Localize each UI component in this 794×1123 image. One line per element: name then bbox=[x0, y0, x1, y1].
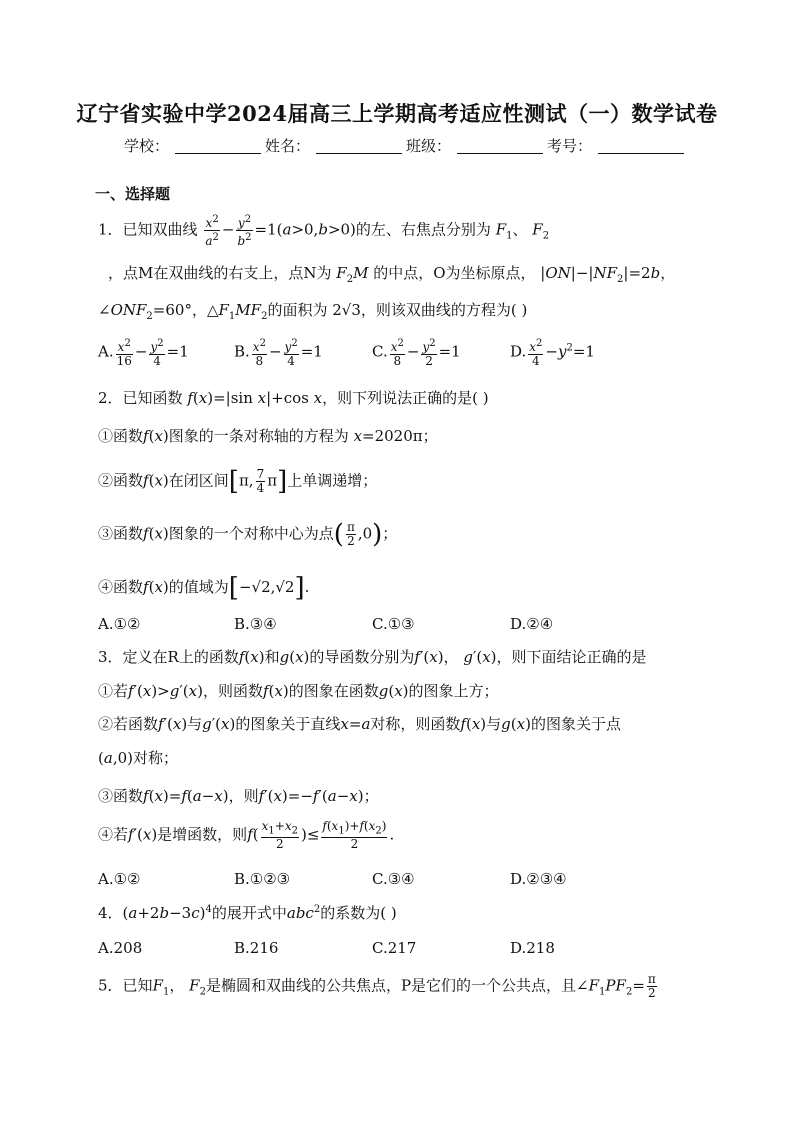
question-3-options bbox=[98, 870, 698, 890]
class-label: 班级： bbox=[406, 137, 452, 155]
option-c[interactable]: C.217 bbox=[372, 939, 417, 957]
option-d[interactable]: D.②③④ bbox=[510, 870, 567, 888]
question-1-line-3: $\angle ONF_2=60^\circ$，$\triangle F_1MF_2$的面积为 2√3，则该双曲线的方程为( ) bbox=[98, 301, 528, 322]
question-2-stem: 2．已知函数 f(x)=|sin x|+cos x，则下列说法正确的是( ) bbox=[98, 389, 489, 407]
question-1-line-1: 1．已知双曲线 $\frac{x^2}{a^2}$ − $\frac{y^2}{b^2}$ =1(a>0,b>0)的左、右焦点分别为 $F_1$、 $F_2$ bbox=[98, 214, 550, 248]
question-3-statement-3: ③函数f(x)=f(a−x)，则f′(x)=−f′(a−x)； bbox=[98, 787, 379, 805]
school-label: 学校： bbox=[124, 137, 170, 155]
option-c[interactable]: C. $\frac{x^2}{8}$ − $\frac{y^2}{2}$ =1 bbox=[372, 338, 461, 368]
question-2-statement-2: ②函数f(x)在闭区间[π, $\frac{7}{4}$ π]上单调递增； bbox=[98, 466, 378, 497]
question-3-statement-2: ②若函数f′(x)与g′(x)的图象关于直线x=a对称，则函数f(x)与g(x)的图象关于点 bbox=[98, 715, 621, 733]
question-3-statement-2-cont: (a,0)对称； bbox=[98, 749, 178, 767]
option-a[interactable]: A.①② bbox=[98, 870, 141, 888]
school-blank[interactable] bbox=[175, 139, 261, 154]
option-d[interactable]: D.218 bbox=[510, 939, 555, 957]
option-b[interactable]: B.216 bbox=[234, 939, 279, 957]
number-blank[interactable] bbox=[598, 139, 684, 154]
question-4-stem: 4．$(a+2b-3c)^4$的展开式中abc$^2$的系数为( ) bbox=[98, 904, 397, 922]
option-a[interactable]: A.①② bbox=[98, 615, 141, 633]
option-b[interactable]: B. $\frac{x^2}{8}$ − $\frac{y^2}{4}$ =1 bbox=[234, 338, 323, 368]
question-3-statement-4: ④若f′(x)是增函数，则f( $\frac{x_1+x_2}{2}$ )≤ $\frac{f(x_1)+f(x_2)}{2}$ . bbox=[98, 819, 395, 852]
question-5-stem: 5．已知$F_1$， $F_2$是椭圆和双曲线的公共焦点，P是它们的一个公共点，且$\angle F_1PF_2=$ $\frac{\pi}{2}$ bbox=[98, 972, 656, 1000]
question-2-options bbox=[98, 615, 698, 635]
question-3-stem: 3．定义在R上的函数f(x)和g(x)的导函数分别为f′(x)， g′(x)，则下面结论正确的是 bbox=[98, 648, 647, 666]
option-d[interactable]: D.②④ bbox=[510, 615, 554, 633]
option-a[interactable]: A. $\frac{x^2}{16}$ − $\frac{y^2}{4}$ =1 bbox=[98, 338, 189, 368]
option-b[interactable]: B.①②③ bbox=[234, 870, 291, 888]
question-1-line-2: ，点M在双曲线的右支上，点N为 $F_2M$ 的中点，O为坐标原点， $|ON|-|NF_2|=2b$， bbox=[108, 264, 676, 285]
student-info-row bbox=[124, 135, 684, 156]
class-blank[interactable] bbox=[457, 139, 543, 154]
question-2-statement-1: ①函数f(x)图象的一条对称轴的方程为 x=2020π； bbox=[98, 427, 438, 445]
question-3-statement-1: ①若f′(x)>g′(x)，则函数f(x)的图象在函数g(x)的图象上方； bbox=[98, 682, 499, 700]
name-label: 姓名： bbox=[265, 137, 311, 155]
option-a[interactable]: A.208 bbox=[98, 939, 143, 957]
page-title: 辽宁省实验中学2024届高三上学期高考适应性测试（一）数学试卷 bbox=[76, 101, 718, 126]
number-label: 考号： bbox=[547, 137, 593, 155]
option-c[interactable]: C.③④ bbox=[372, 870, 415, 888]
name-blank[interactable] bbox=[316, 139, 402, 154]
option-c[interactable]: C.①③ bbox=[372, 615, 415, 633]
question-1-options bbox=[98, 337, 698, 371]
option-b[interactable]: B.③④ bbox=[234, 615, 277, 633]
option-d[interactable]: D. $\frac{x^2}{4}$ $-y^2=1$ bbox=[510, 338, 595, 368]
question-2-statement-4: ④函数f(x)的值域为[−√2,√2]. bbox=[98, 573, 310, 603]
question-2-statement-3: ③函数f(x)图象的一个对称中心为点( $\frac{\pi}{2}$ ,0)； bbox=[98, 519, 398, 550]
section-heading: 一、选择题 bbox=[95, 185, 171, 203]
question-4-options bbox=[98, 939, 698, 959]
